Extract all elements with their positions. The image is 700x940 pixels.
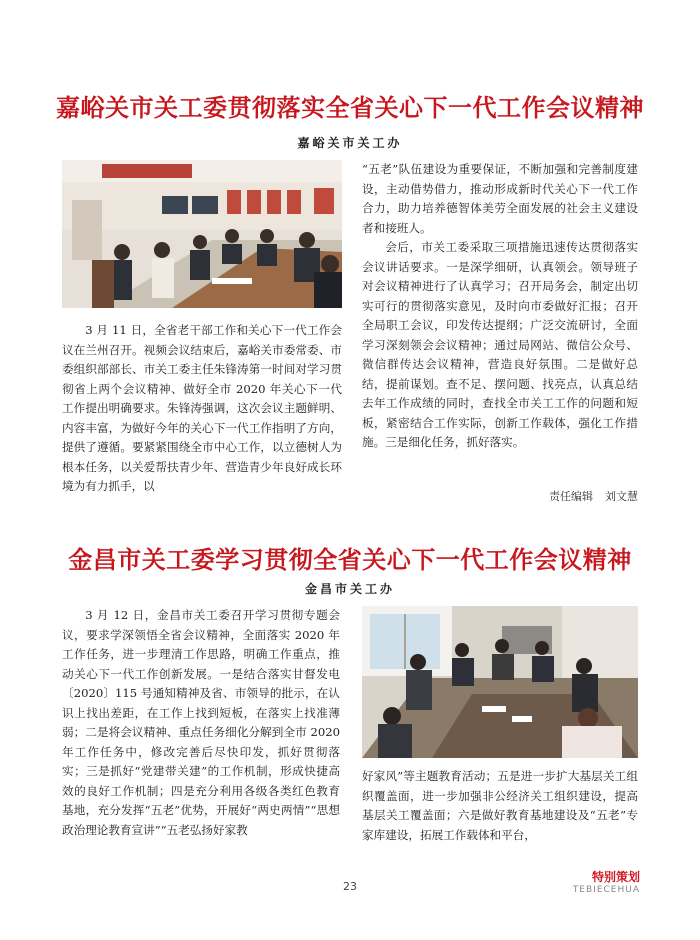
editor-label: 责任编辑 [549,490,593,503]
article1-right-paragraph-1: “五老”队伍建设为重要保证，不断加强和完善制度建设，主动借势借力，推动形成新时代关心下一代工作合力，助力培养德智体美劳全面发展的社会主义建设者和接班人。 [362,162,638,235]
article2-left-paragraph: 3 月 12 日，金昌市关工委召开学习贯彻专题会议，要求学深领悟全省会议精神，全面落实 2020 年工作任务，进一步理清工作思路，明确工作重点，推动关心下一代工作创新发展。一是结合落实甘督发电〔2020〕115 号通知精神及省、市领导的批示，在认识上找出差距，在工作上找到短板，在落实上找准薄弱；二是将会议精神、重点任务细化分解到全市 2020 年工作任务中，修改完善后尽快印发，抓好贯彻落实；三是抓好“党建带关建”的工作机制，形成快捷高效的良好工作机制；四是充分利用各级各类红色教育基地，充分发挥“五老”优势，开展好“两史两情”“思想政治理论教育宣讲”“五老弘扬好家教 [62,608,340,837]
article1-title: 嘉峪关市关工委贯彻落实全省关心下一代工作会议精神 [56,93,644,122]
article1-left-paragraph: 3 月 11 日，全省老干部工作和关心下一代工作会议在兰州召开。视频会议结束后，嘉峪关市委常委、市委组织部部长、市关工委主任朱锋涛第一时间对学习贯彻省上两个会议精神、做好全市 2020 年关心下一代工作提出明确要求。朱锋涛强调，这次会议主题鲜明、内容丰富，为做好今年的关心下一代工作指明了方向，提供了遵循。要紧紧围绕全市中心工作，以立德树人为根本任务，以关爱帮扶青少年、营造青少年良好成长环境为有力抓手，以 [62,323,342,493]
page-number: 23 [343,880,357,893]
article1-author: 嘉峪关市关工办 [297,136,403,150]
article2-right-paragraph: 好家风”等主题教育活动；五是进一步扩大基层关工组织覆盖面，进一步加强非公经济关工组织建设，提高基层关工覆盖面；六是做好教育基地建设及“五老”专家库建设，拓展工作载体和平台， [362,769,638,842]
article1-right-paragraph-2: 会后，市关工委采取三项措施迅速传达贯彻落实会议讲话要求。一是深学细研，认真领会。领导班子对会议精神进行了认真学习；召开局务会，制定出切实可行的贯彻落实意见，及时向市委做好汇报；召开全局职工会议，印发传达提纲；广泛交流研讨，全面学习深刻领会会议精神；通过局网站、微信公众号、微信群传达会议精神，营造良好氛围。二是做好总结，提前谋划。查不足、摆问题、找亮点，认真总结去年工作成绩的同时，查找全市关工工作的问题和短板，紧密结合工作实际，创新工作载体，强化工作措施。三是细化任务，抓好落实。 [362,240,638,449]
article1-right-column [362,160,638,453]
editor-credit [549,488,638,504]
meeting-room-photo [62,160,342,308]
section-title-en: TEBIECEHUA [572,885,640,895]
editor-name: 刘文慧 [605,490,638,503]
article2-author: 金昌市关工办 [304,582,395,596]
meeting-room-photo-icon [62,160,342,308]
meeting-table-photo-icon [362,606,638,758]
article1-left-column [62,321,342,497]
article2-left-column [62,606,340,840]
meeting-table-photo [362,606,638,758]
section-badge [573,868,640,895]
article2-right-column [362,767,638,845]
article2-title: 金昌市关工委学习贯彻全省关心下一代工作会议精神 [68,545,632,574]
section-title-cn: 特别策划 [591,870,640,884]
